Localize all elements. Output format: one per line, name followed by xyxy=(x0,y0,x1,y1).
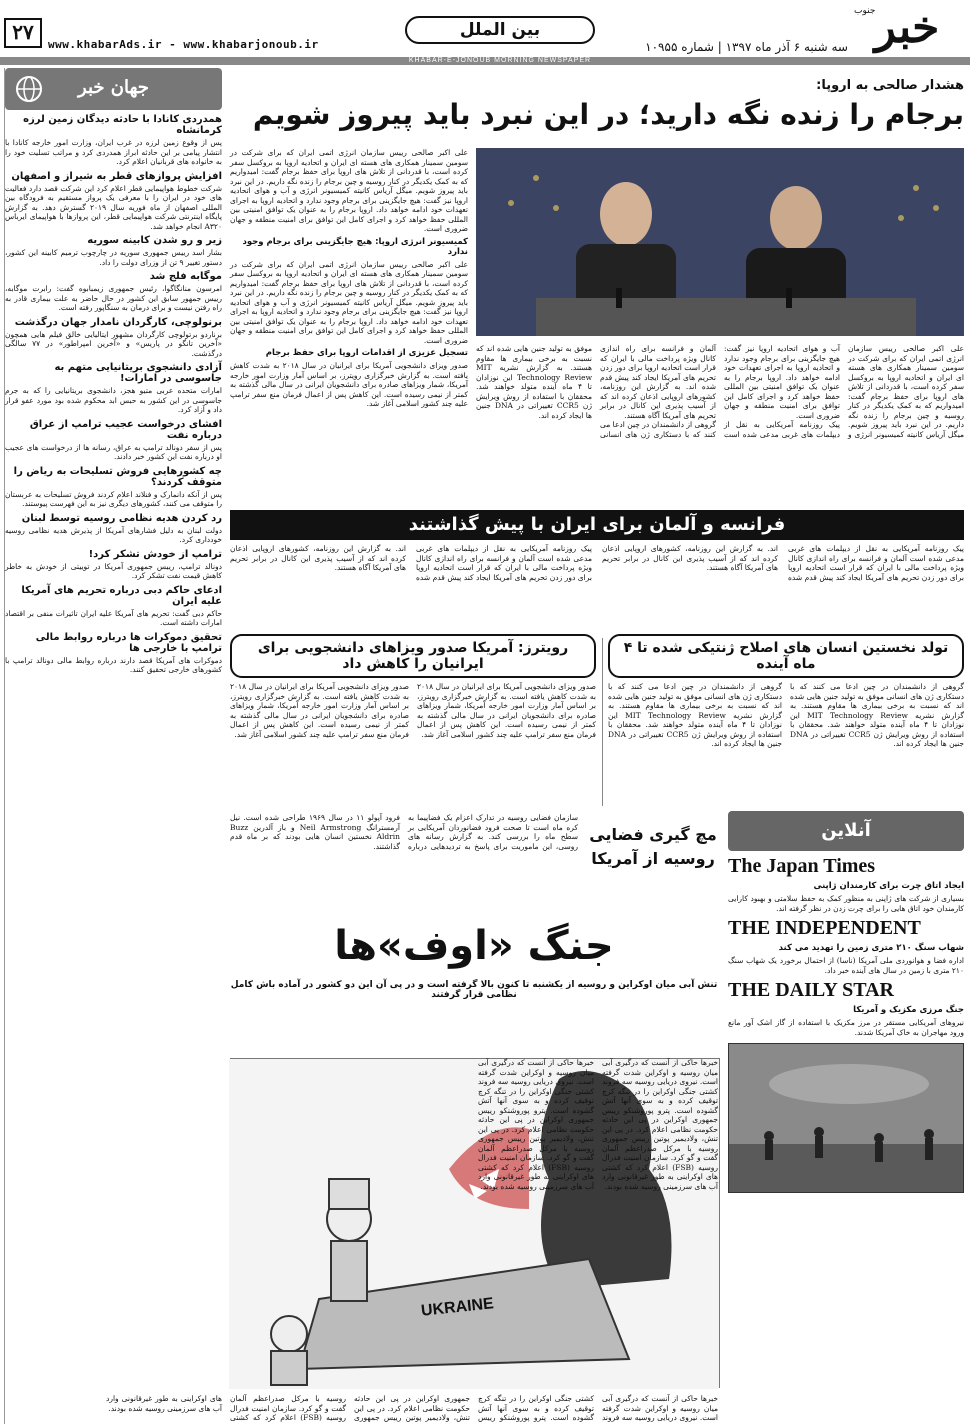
reuters-body: صدور ویزای دانشجویی آمریکا برای ایرانیان در سال ۲۰۱۸ به شدت کاهش یافته است. به گزارش خبرگزاری رویترز، بر اساس آمار وزارت امور خارجه آمریکا، شمار ویزاهای صادره برای دانشجویان ایرانی در سال مالی گذشته به کمتر از نیمی رسیده است. این کاهش پس از اعمال فرمان منع سفر ترامپ علیه چند کشور اسلامی آغاز شد. xyxy=(417,682,596,739)
lead-headline[interactable]: برجام را زنده نگه دارید؛ در این نبرد باید پیروز شویم xyxy=(252,98,964,131)
issue-dateline: سه شنبه ۶ آذر ماه ۱۳۹۷ | شماره ۱۰۹۵۵ xyxy=(645,40,848,54)
space-body: سازمان فضایی روسیه در تدارک اعزام یک فضاپیما به کره ماه است تا صحت فرود فضانوردان آمریکایی بر سطح ماه را بررسی کند. به گزارش رسانه های روسی، این ماموریت برای پاسخ به تردیدهایی درباره فرود آپولو ۱۱ در سال ۱۹۶۹ طراحی شده است. نیل آرمسترانگ Neil Armstrong و باز آلدرین Buzz Aldrin نخستین انسان هایی بودند که بر ماه قدم گذاشتند. xyxy=(230,813,578,851)
tech-body: گروهی از دانشمندان در چین ادعا می کنند که با دستکاری ژن های انسانی موفق به تولید جنین هایی شده اند که نسبت به برخی بیماری ها مقاوم هستند. به گزارش نشریه MIT Technology Review این نوزادان تا ۴ ماه آینده متولد خواهند شد. محققان با استفاده از روش ویرایش ژن CCR5 تغییراتی در DNA جنین ها ایجاد کرده اند. xyxy=(790,682,965,748)
column-rule xyxy=(602,638,603,806)
brief-title[interactable]: برنولوچی، کارگردان نامدار جهان درگذشت xyxy=(14,316,222,328)
ukraine-body-cont: خبرها حاکی از آنست که درگیری آبی میان روسیه و اوکراین شدت گرفته است. نیروی دریایی روسیه سه فروند کشتی جنگی اوکراین را در تنگه کرچ توقیف کرده و به سوی آنها آتش گشوده است. پترو پوروشنکو رییس جمهوری اوکراین در پی این حادثه حکومت نظامی اعلام کرد. در پی این تنش، ولادیمیر پوتین رییس جمهوری روسیه با مرکل صدراعظم آلمان گفت و گو کرد. سازمان امنیت فدرال روسیه (FSB) اعلام کرد که کشتی های اوکراینی به طور غیرقانونی وارد آب های سرزمینی روسیه شده بودند. xyxy=(478,1058,594,1191)
brief-title[interactable]: زیر و رو شدن کابینه سوریه xyxy=(87,235,222,246)
ukraine-body-bottom xyxy=(106,1394,718,1424)
brief-item xyxy=(5,171,222,232)
brief-text: دولت لبنان به دلیل فشارهای آمریکا از پذیرش هدیه نظامی روسیه خودداری کرد. xyxy=(5,525,222,544)
reuters-body-cont: صدور ویزای دانشجویی آمریکا برای ایرانیان در سال ۲۰۱۸ به شدت کاهش یافته است. به گزارش خبرگزاری رویترز، بر اساس آمار وزارت امور خارجه آمریکا، شمار ویزاهای صادره برای دانشجویان ایرانی در سال مالی گذشته به کمتر از نیمی رسیده است. این کاهش پس از اعمال فرمان منع سفر ترامپ علیه چند کشور اسلامی آغاز شد. xyxy=(230,682,409,739)
brief-item xyxy=(5,317,222,359)
lead-body: علی اکبر صالحی رییس سازمان انرژی اتمی ایران که برای شرکت در سومین سمینار همکاری های هسته ای ایران و اتحادیه اروپا به بروکسل سفر کرده است، با قدردانی از تلاش های اروپا برای حفظ برجام گفت: امیدواریم که به کمک یکدیگر در کنار روسیه و چین برجام را زنده نگه داریم. در این نبرد باید پیروز شویم. میگل آریاس کانیته کمیسیونر انرژی و آب و هوای اتحادیه اروپا نیز گفت: هیچ جایگزینی برای برجام وجود ندارد و اتحادیه اروپا به اجرای تعهدات خود ادامه خواهد داد. اروپا برجام را به عنوان یک توافق امنیتی بین المللی حفظ خواهد کرد و اجرای کامل این توافق برای امنیت منطقه و جهان ضروری است. xyxy=(724,344,964,439)
online-item-text: بسیاری از شرکت های ژاپنی به منظور کمک به حفظ سلامتی و بهبود کارایی کارمندان خود اتاق هایی را برای چرت زدن در نظر گرفته اند. xyxy=(728,894,964,913)
globe-icon xyxy=(15,75,43,103)
briefs-column xyxy=(4,68,222,1424)
brief-item xyxy=(5,632,222,675)
brief-title[interactable]: آزادی دانشجوی بریتانیایی متهم به جاسوسی در امارات! xyxy=(54,362,222,384)
briefs-title: جهان خبر xyxy=(78,77,149,98)
website-urls[interactable]: www.khabarAds.ir - www.khabarjonoub.ir xyxy=(48,38,319,51)
online-item-title[interactable]: ایجاد اتاق چرت برای کارمندان ژاپنی xyxy=(813,881,964,891)
lead-photo xyxy=(476,148,964,336)
online-source: THE INDEPENDENT xyxy=(728,917,921,939)
page-number: ۲۷ xyxy=(4,18,42,48)
online-column xyxy=(728,811,964,1424)
online-item xyxy=(728,979,964,1037)
english-name: KHABAR-E-JONOUB MORNING NEWSPAPER xyxy=(408,57,592,64)
online-title: آنلاین xyxy=(821,820,871,841)
brief-text: بشار اسد رییس جمهوری سوریه در چارچوب ترمیم کابینه این کشور، دستور تغییر ۹ تن از وزرای دولت را داد. xyxy=(5,248,222,267)
online-item-text: اداره فضا و هوانوردی ملی آمریکا (ناسا) از احتمال برخورد یک شهاب سنگ ۲۱۰ متری با زمین در سال های آینده خبر داد. xyxy=(728,956,964,975)
briefs-header xyxy=(5,68,222,110)
lead-body-side-3: صدور ویزای دانشجویی آمریکا برای ایرانیان در سال ۲۰۱۸ به شدت کاهش یافته است. به گزارش خبرگزاری رویترز، بر اساس آمار وزارت امور خارجه آمریکا، شمار ویزاهای صادره برای دانشجویان ایرانی در سال مالی گذشته به کمتر از نیمی رسیده است. این کاهش پس از اعمال فرمان منع سفر ترامپ علیه چند کشور اسلامی آغاز شد. xyxy=(230,361,468,408)
banner-headline[interactable]: فرانسه و آلمان برای ایران با پیش گذاشتند xyxy=(230,510,964,540)
cartoon-label: UKRAINE xyxy=(420,1295,495,1320)
lead-columns xyxy=(476,344,964,512)
brief-text: امارات متحده عربی متیو هجز، دانشجوی بریتانیایی را که به جرم جاسوسی در این کشور به حبس ابد محکوم شده بود مورد عفو قرار داد و آزاد کرد. xyxy=(5,386,222,414)
space-headline[interactable]: مچ گیری فضایی روسیه از آمریکا xyxy=(589,825,717,868)
brief-text: برناردو برتولوچی کارگردان مشهور ایتالیایی خالق فیلم هایی همچون «آخرین تانگو در پاریس» و «آخرین امپراطور» در ۷۷ سالگی درگذشت. xyxy=(5,329,222,358)
border-clash-photo xyxy=(728,1043,964,1193)
masthead xyxy=(0,0,970,62)
brief-item xyxy=(5,271,222,313)
lead-body-cont-2: گروهی از دانشمندان در چین ادعا می کنند که با دستکاری ژن های انسانی موفق به تولید جنین هایی شده اند که نسبت به برخی بیماری ها مقاوم هستند. به گزارش نشریه MIT Technology Review این نوزادان تا ۴ ماه آینده متولد خواهند شد. محققان با استفاده از روش ویرایش ژن CCR5 تغییراتی در DNA جنین ها ایجاد کرده اند. xyxy=(476,344,716,439)
logo-text: خبر xyxy=(874,2,940,53)
brief-item xyxy=(5,513,222,545)
brief-item xyxy=(5,549,222,581)
brief-title[interactable]: افشای درخواست عجیب ترامپ از عراق درباره نفت xyxy=(29,418,222,441)
online-source: The Japan Times xyxy=(728,855,876,877)
brief-item xyxy=(5,362,222,415)
lead-kicker: هشدار صالحی به اروپا: xyxy=(816,78,964,93)
online-item-title[interactable]: شهاب سنگ ۲۱۰ متری زمین را تهدید می کند xyxy=(778,943,964,953)
brief-text: شرکت خطوط هواپیمایی قطر اعلام کرد این شرکت قصد دارد فعالیت های خود در ایران را با معرفی یک پرواز مستقیم به فرودگاه بین المللی اصفهان از ماه فوریه سال ۲۰۱۹ گسترش دهد. به گزارش پایگاه اینترنتی شرکت هواپیمایی قطر، این پروازها با هواپیمای ایرباس A۳۲۰ انجام خواهد شد. xyxy=(5,183,222,231)
space-story xyxy=(230,813,718,908)
brief-item xyxy=(5,235,222,267)
brief-item xyxy=(5,419,222,462)
lead-side-text xyxy=(230,148,468,518)
lead-body-side-2: علی اکبر صالحی رییس سازمان انرژی اتمی ایران که برای شرکت در سومین سمینار همکاری های هسته ای ایران و اتحادیه اروپا به بروکسل سفر کرده است، با قدردانی از تلاش های اروپا برای حفظ برجام گفت: امیدواریم که به کمک یکدیگر در کنار روسیه و چین برجام را زنده نگه داریم. در این نبرد باید پیروز شویم. میگل آریاس کانیته کمیسیونر انرژی و آب و هوای اتحادیه اروپا نیز گفت: هیچ جایگزینی برای برجام وجود ندارد و اتحادیه اروپا به اجرای تعهدات خود ادامه خواهد داد. اروپا برجام را به عنوان یک توافق امنیتی بین المللی حفظ خواهد کرد و اجرای کامل این توافق برای امنیت منطقه و جهان ضروری است. xyxy=(230,259,468,345)
brief-text: پس از وقوع زمین لرزه در غرب ایران، وزارت امور خارجه کانادا با انتشار پیامی بر این حادثه ابراز همدردی کرد و مراتب تسلیت خود را به خانواده های قربانیان اعلام کرد. xyxy=(5,138,222,166)
online-item xyxy=(728,917,964,975)
lead-body-cont: پیک روزنامه آمریکایی به نقل از دیپلمات های غربی مدعی شده است آلمان و فرانسه برای راه اندازی کانال ویژه پرداخت مالی با ایران که قرار است اتحادیه اروپا برای دور زدن تحریم های آمریکا ایجاد کند پیش قدم شده اند. به گزارش این روزنامه، کشورهای اروپایی اذعان کرده اند که از آسیب پذیری این کانال در برابر تحریم های آمریکا آگاه هستند. xyxy=(600,344,840,439)
ukraine-headline-block xyxy=(230,916,718,1000)
ukraine-body-bottom-text: خبرها حاکی از آنست که درگیری آبی میان روسیه و اوکراین شدت گرفته است. نیروی دریایی روسیه سه فروند کشتی جنگی اوکراین را در تنگه کرچ توقیف کرده و به سوی آنها آتش گشوده است. پترو پوروشنکو رییس جمهوری اوکراین در پی این حادثه حکومت نظامی اعلام کرد. در پی این تنش، ولادیمیر پوتین رییس جمهوری روسیه با مرکل صدراعظم آلمان گفت و گو کرد. سازمان امنیت فدرال روسیه (FSB) اعلام کرد که کشتی های اوکراینی به طور غیرقانونی وارد آب های سرزمینی روسیه شده بودند. xyxy=(106,1394,718,1422)
brief-title[interactable]: ادعای حاکم دبی درباره تحریم های آمریکا علیه ایران xyxy=(21,584,222,607)
newspaper-logo xyxy=(852,4,962,54)
online-item-title[interactable]: جنگ مرزی مکزیک و آمریکا xyxy=(853,1005,964,1015)
ukraine-body-right xyxy=(478,1058,718,1424)
brief-item xyxy=(5,466,222,509)
online-item xyxy=(728,855,964,913)
brief-text: دموکرات های آمریکا قصد دارند درباره روابط مالی دونالد ترامپ با کشورهای خارجی تحقیق کنند. xyxy=(5,655,222,674)
briefs-list xyxy=(5,114,222,675)
tech-body-cont: گروهی از دانشمندان در چین ادعا می کنند که با دستکاری ژن های انسانی موفق به تولید جنین هایی شده اند که نسبت به برخی بیماری ها مقاوم هستند. به گزارش نشریه MIT Technology Review این نوزادان تا ۴ ماه آینده متولد خواهند شد. محققان با استفاده از روش ویرایش ژن CCR5 تغییراتی در DNA جنین ها ایجاد کرده اند. xyxy=(608,682,783,748)
online-source: THE DAILY STAR xyxy=(728,979,894,1001)
ukraine-lead: تنش آبی میان اوکراین و روسیه از یکشنبه تا کنون بالا گرفته است و در پی آن این دو کشور در آماده باش کامل نظامی قرار گرفتند xyxy=(230,980,718,1000)
brief-title[interactable]: همدردی کانادا با حادثه دیدگان زمین لرزه کرمانشاه xyxy=(23,114,222,136)
brief-text: پس از آنکه دانمارک و فنلاند اعلام کردند فروش تسلیحات به عربستان را متوقف می کنند، کشورهای دیگری نیز به این فهرست پیوستند. xyxy=(5,489,222,508)
lead-subhead-1: کمیسیونر انرژی اروپا: هیچ جایگزینی برای برجام وجود ندارد xyxy=(242,236,468,257)
logo-subtext: جنوب xyxy=(854,6,876,16)
brief-text: حاکم دبی گفت: تحریم های آمریکا علیه ایران تاثیرات منفی بر اقتصاد امارات داشته است. xyxy=(5,608,222,627)
brief-text: پس از سفر دونالد ترامپ به عراق، رسانه ها از درخواست های عجیب او درباره نفت این کشور خبر دادند. xyxy=(5,442,222,461)
reuters-story xyxy=(230,634,596,809)
border-clash-photo-illustration xyxy=(729,1044,963,1192)
brief-title[interactable]: رد کردن هدیه نظامی روسیه توسط لبنان xyxy=(21,512,222,524)
brief-title[interactable]: تحقیق دموکرات ها درباره روابط مالی ترامپ با خارجی ها xyxy=(35,631,222,654)
brief-item xyxy=(5,114,222,167)
brief-text: امرسون منانگاگوا، رئیس جمهوری زیمبابوه گفت: رابرت موگابه، رییس جمهور سابق این کشور در حال حاضر به علت بیماری قادر به راه رفتن نیست و برای درمان به سنگاپور رفته است. xyxy=(5,284,222,312)
lead-body-side: علی اکبر صالحی رییس سازمان انرژی اتمی ایران که برای شرکت در سومین سمینار همکاری های هسته ای ایران و اتحادیه اروپا به بروکسل سفر کرده است، با قدردانی از تلاش های اروپا برای حفظ برجام گفت: امیدواریم که به کمک یکدیگر در کنار روسیه و چین برجام را زنده نگه داریم. در این نبرد باید پیروز شویم. میگل آریاس کانیته کمیسیونر انرژی و آب و هوای اتحادیه اروپا نیز گفت: هیچ جایگزینی برای برجام وجود ندارد و اتحادیه اروپا به اجرای تعهدات خود ادامه خواهد داد. اروپا برجام را به عنوان یک توافق امنیتی بین المللی حفظ خواهد کرد و اجرای کامل این توافق برای امنیت منطقه و جهان ضروری است. xyxy=(230,148,468,233)
banner-body-cont: پیک روزنامه آمریکایی به نقل از دیپلمات های غربی مدعی شده است آلمان و فرانسه برای راه اندازی کانال ویژه پرداخت مالی با ایران که قرار است اتحادیه اروپا برای دور زدن تحریم های آمریکا ایجاد کند پیش قدم شده اند. به گزارش این روزنامه، کشورهای اروپایی اذعان کرده اند که از آسیب پذیری این کانال در برابر تحریم های آمریکا آگاه هستند. xyxy=(230,544,592,582)
brief-title[interactable]: ترامپ از خودش تشکر کرد! xyxy=(88,548,222,560)
brief-title[interactable]: چه کشورهایی فروش تسلیحات به ریاض را متوقف کردند؟ xyxy=(13,465,222,488)
lead-photo-illustration xyxy=(476,148,964,336)
tech-headline[interactable]: تولد نخستین انسان های اصلاح ژنتیکی شده تا ۴ ماه آینده xyxy=(608,634,964,678)
banner-body-columns xyxy=(230,544,964,628)
ukraine-body: خبرها حاکی از آنست که درگیری آبی میان روسیه و اوکراین شدت گرفته است. نیروی دریایی روسیه سه فروند کشتی جنگی اوکراین را در تنگه کرچ توقیف کرده و به سوی آنها آتش گشوده است. پترو پوروشنکو رییس جمهوری اوکراین در پی این حادثه حکومت نظامی اعلام کرد. در پی این تنش، ولادیمیر پوتین رییس جمهوری روسیه با مرکل صدراعظم آلمان گفت و گو کرد. سازمان امنیت فدرال روسیه (FSB) اعلام کرد که کشتی های اوکراینی به طور غیرقانونی وارد آب های سرزمینی روسیه شده بودند. xyxy=(602,1058,718,1191)
section-title: بین الملل xyxy=(405,16,595,44)
online-list xyxy=(728,855,964,1037)
brief-text: دونالد ترامپ، رییس جمهوری آمریکا در توییتی از خودش به خاطر کاهش قیمت نفت تشکر کرد. xyxy=(5,561,222,580)
lead-subhead-2: تسجیل عزیزی از اقدامات اروپا برای حفظ برجام xyxy=(265,348,468,358)
ukraine-headline[interactable]: جنگ «اوف»ها xyxy=(334,923,614,969)
online-item-text: نیروهای آمریکایی مستقر در مرز مکزیک با استفاده از گاز اشک آور مانع ورود مهاجران به خاک آمریکا شدند. xyxy=(728,1018,964,1037)
banner-body: پیک روزنامه آمریکایی به نقل از دیپلمات های غربی مدعی شده است آلمان و فرانسه برای راه اندازی کانال ویژه پرداخت مالی با ایران که قرار است اتحادیه اروپا برای دور زدن تحریم های آمریکا ایجاد کند پیش قدم شده اند. به گزارش این روزنامه، کشورهای اروپایی اذعان کرده اند که از آسیب پذیری این کانال در برابر تحریم های آمریکا آگاه هستند. xyxy=(602,544,964,582)
brief-title[interactable]: افزایش پروازهای قطر به شیراز و اصفهان xyxy=(11,170,222,182)
brief-title[interactable]: موگابه فلج شد xyxy=(149,271,222,282)
tech-story xyxy=(608,634,964,809)
online-header xyxy=(728,811,964,851)
reuters-headline[interactable]: رویترز: آمریکا صدور ویزاهای دانشجویی برای ایرانیان را کاهش داد xyxy=(230,634,596,678)
brief-item xyxy=(5,585,222,628)
